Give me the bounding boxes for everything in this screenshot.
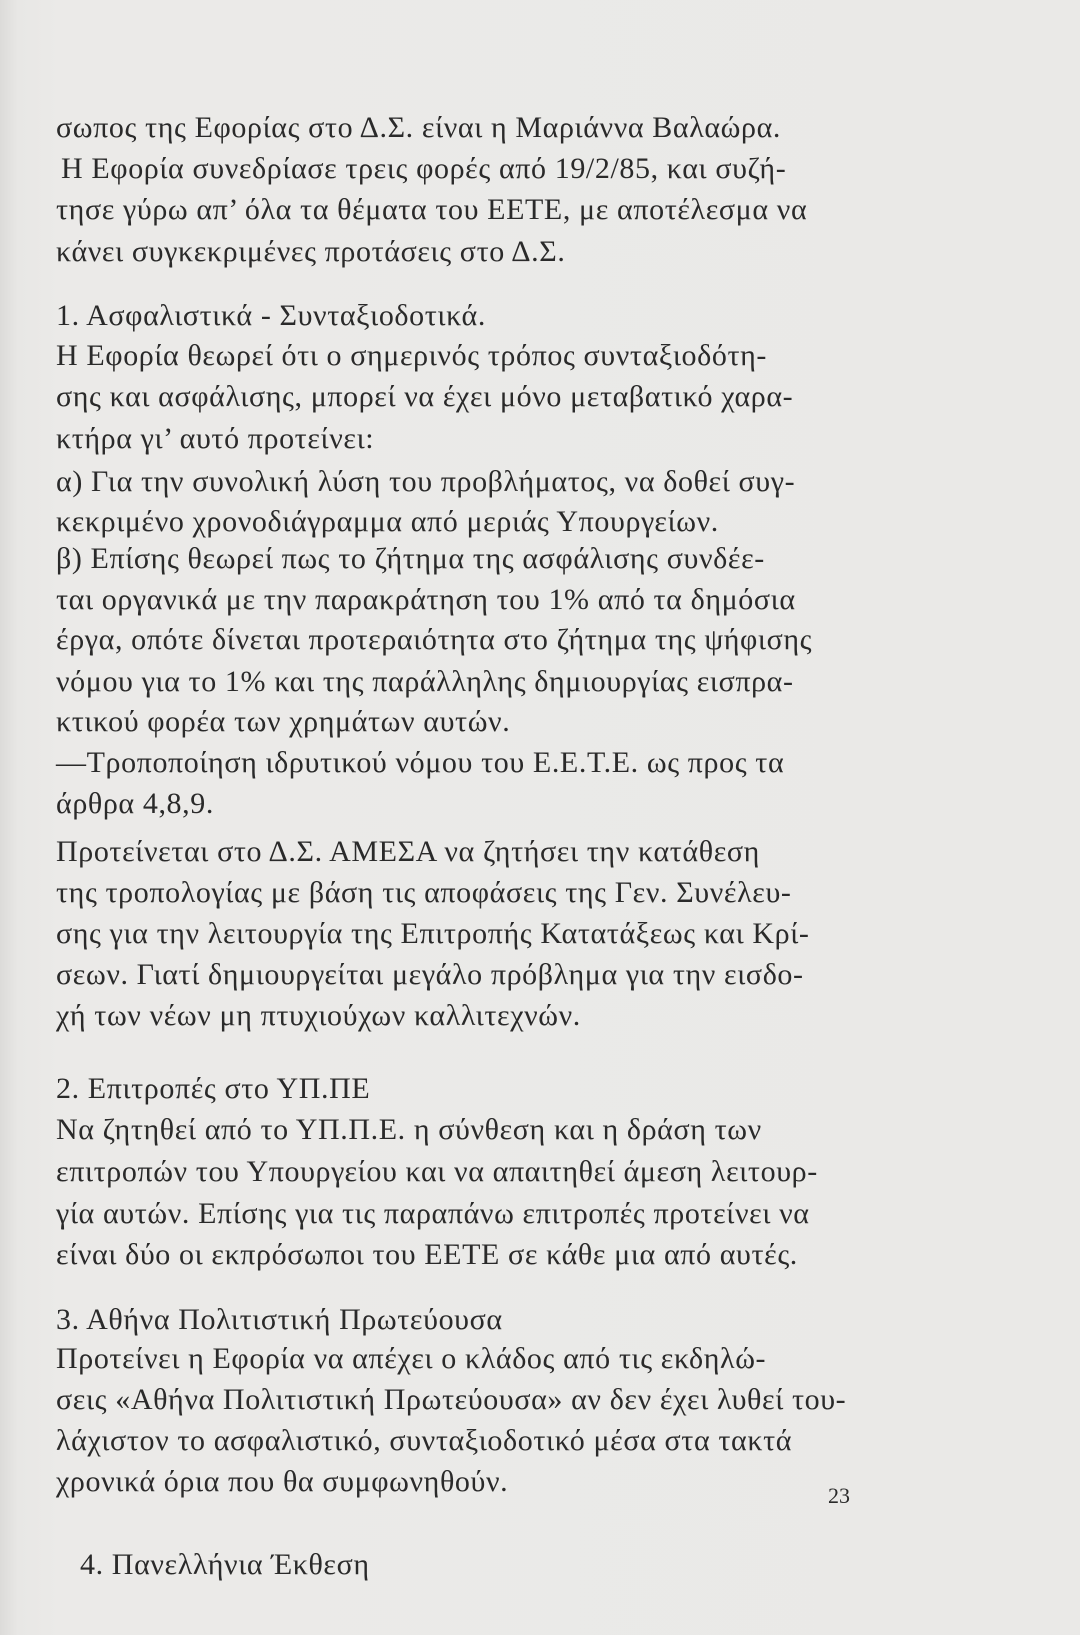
text-line: κάνει συγκεκριμένες προτάσεις στο Δ.Σ. <box>56 235 566 268</box>
text-line: είναι δύο οι εκπρόσωποι του ΕΕΤΕ σε κάθε μια από αυτές. <box>56 1238 798 1271</box>
text-line: τησε γύρω απ’ όλα τα θέματα του ΕΕΤΕ, με αποτέλεσμα να <box>56 193 808 226</box>
text-line: —Τροποποίηση ιδρυτικού νόμου του Ε.Ε.Τ.Ε. ως προς τα <box>56 746 785 779</box>
section-heading: 3. Αθήνα Πολιτιστική Πρωτεύουσα <box>56 1303 503 1336</box>
section-heading: 2. Επιτροπές στο ΥΠ.ΠΕ <box>56 1072 371 1105</box>
text-line: της τροπολογίας με βάση τις αποφάσεις της Γεν. Συνέλευ- <box>56 876 792 909</box>
text-line: χή των νέων μη πτυχιούχων καλλιτεχνών. <box>56 999 581 1032</box>
text-line: σης και ασφάλισης, μπορεί να έχει μόνο μεταβατικό χαρα- <box>56 380 794 413</box>
text-line: έργα, οπότε δίνεται προτεραιότητα στο ζήτημα της ψήφισης <box>56 623 813 656</box>
text-line: α) Για την συνολική λύση του προβλήματος, να δοθεί συγ- <box>56 465 796 498</box>
text-line: σεις «Αθήνα Πολιτιστική Πρωτεύουσα» αν δεν έχει λυθεί του- <box>56 1383 847 1416</box>
text-line: β) Επίσης θεωρεί πως το ζήτημα της ασφάλισης συνδέε- <box>56 542 765 575</box>
text-line: Η Εφορία θεωρεί ότι ο σημερινός τρόπος συνταξιοδότη- <box>56 339 768 372</box>
text-line: γία αυτών. Επίσης για τις παραπάνω επιτροπές προτείνει να <box>56 1197 810 1230</box>
text-line: κτικού φορέα των χρημάτων αυτών. <box>56 705 511 738</box>
text-line: άρθρα 4,8,9. <box>56 787 214 820</box>
text-line: Η Εφορία συνεδρίασε τρεις φορές από 19/2/85, και συζή- <box>61 152 787 185</box>
text-line: Να ζητηθεί από το ΥΠ.Π.Ε. η σύνθεση και η δράση των <box>56 1113 762 1146</box>
text-line: κτήρα γι’ αυτό προτείνει: <box>56 422 375 455</box>
section-heading: 1. Ασφαλιστικά - Συνταξιοδοτικά. <box>56 299 486 332</box>
text-line: σης για την λειτουργία της Επιτροπής Κατατάξεως και Κρί- <box>56 917 810 950</box>
text-line: Προτείνεται στο Δ.Σ. ΑΜΕΣΑ να ζητήσει την κατάθεση <box>56 835 760 868</box>
text-line: λάχιστον το ασφαλιστικό, συνταξιοδοτικό μέσα στα τακτά <box>56 1424 793 1457</box>
text-line: Προτείνει η Εφορία να απέχει ο κλάδος από τις εκδηλώ- <box>56 1342 767 1375</box>
section-heading: 4. Πανελλήνια Έκθεση <box>80 1548 370 1581</box>
text-line: χρονικά όρια που θα συμφωνηθούν. <box>56 1465 509 1498</box>
text-line: ται οργανικά με την παρακράτηση του 1% από τα δημόσια <box>56 583 796 616</box>
text-line: επιτροπών του Υπουργείου και να απαιτηθεί άμεση λειτουρ- <box>56 1155 818 1188</box>
page-number: 23 <box>828 1483 850 1508</box>
text-line: σεων. Γιατί δημιουργείται μεγάλο πρόβλημα για την εισδο- <box>56 958 804 991</box>
text-line: σωπος της Εφορίας στο Δ.Σ. είναι η Μαριάννα Βαλαώρα. <box>56 111 782 144</box>
text-line: κεκριμένο χρονοδιάγραμμα από μεριάς Υπουργείων. <box>56 505 719 538</box>
text-line: νόμου για το 1% και της παράλληλης δημιουργίας εισπρα- <box>56 665 794 698</box>
